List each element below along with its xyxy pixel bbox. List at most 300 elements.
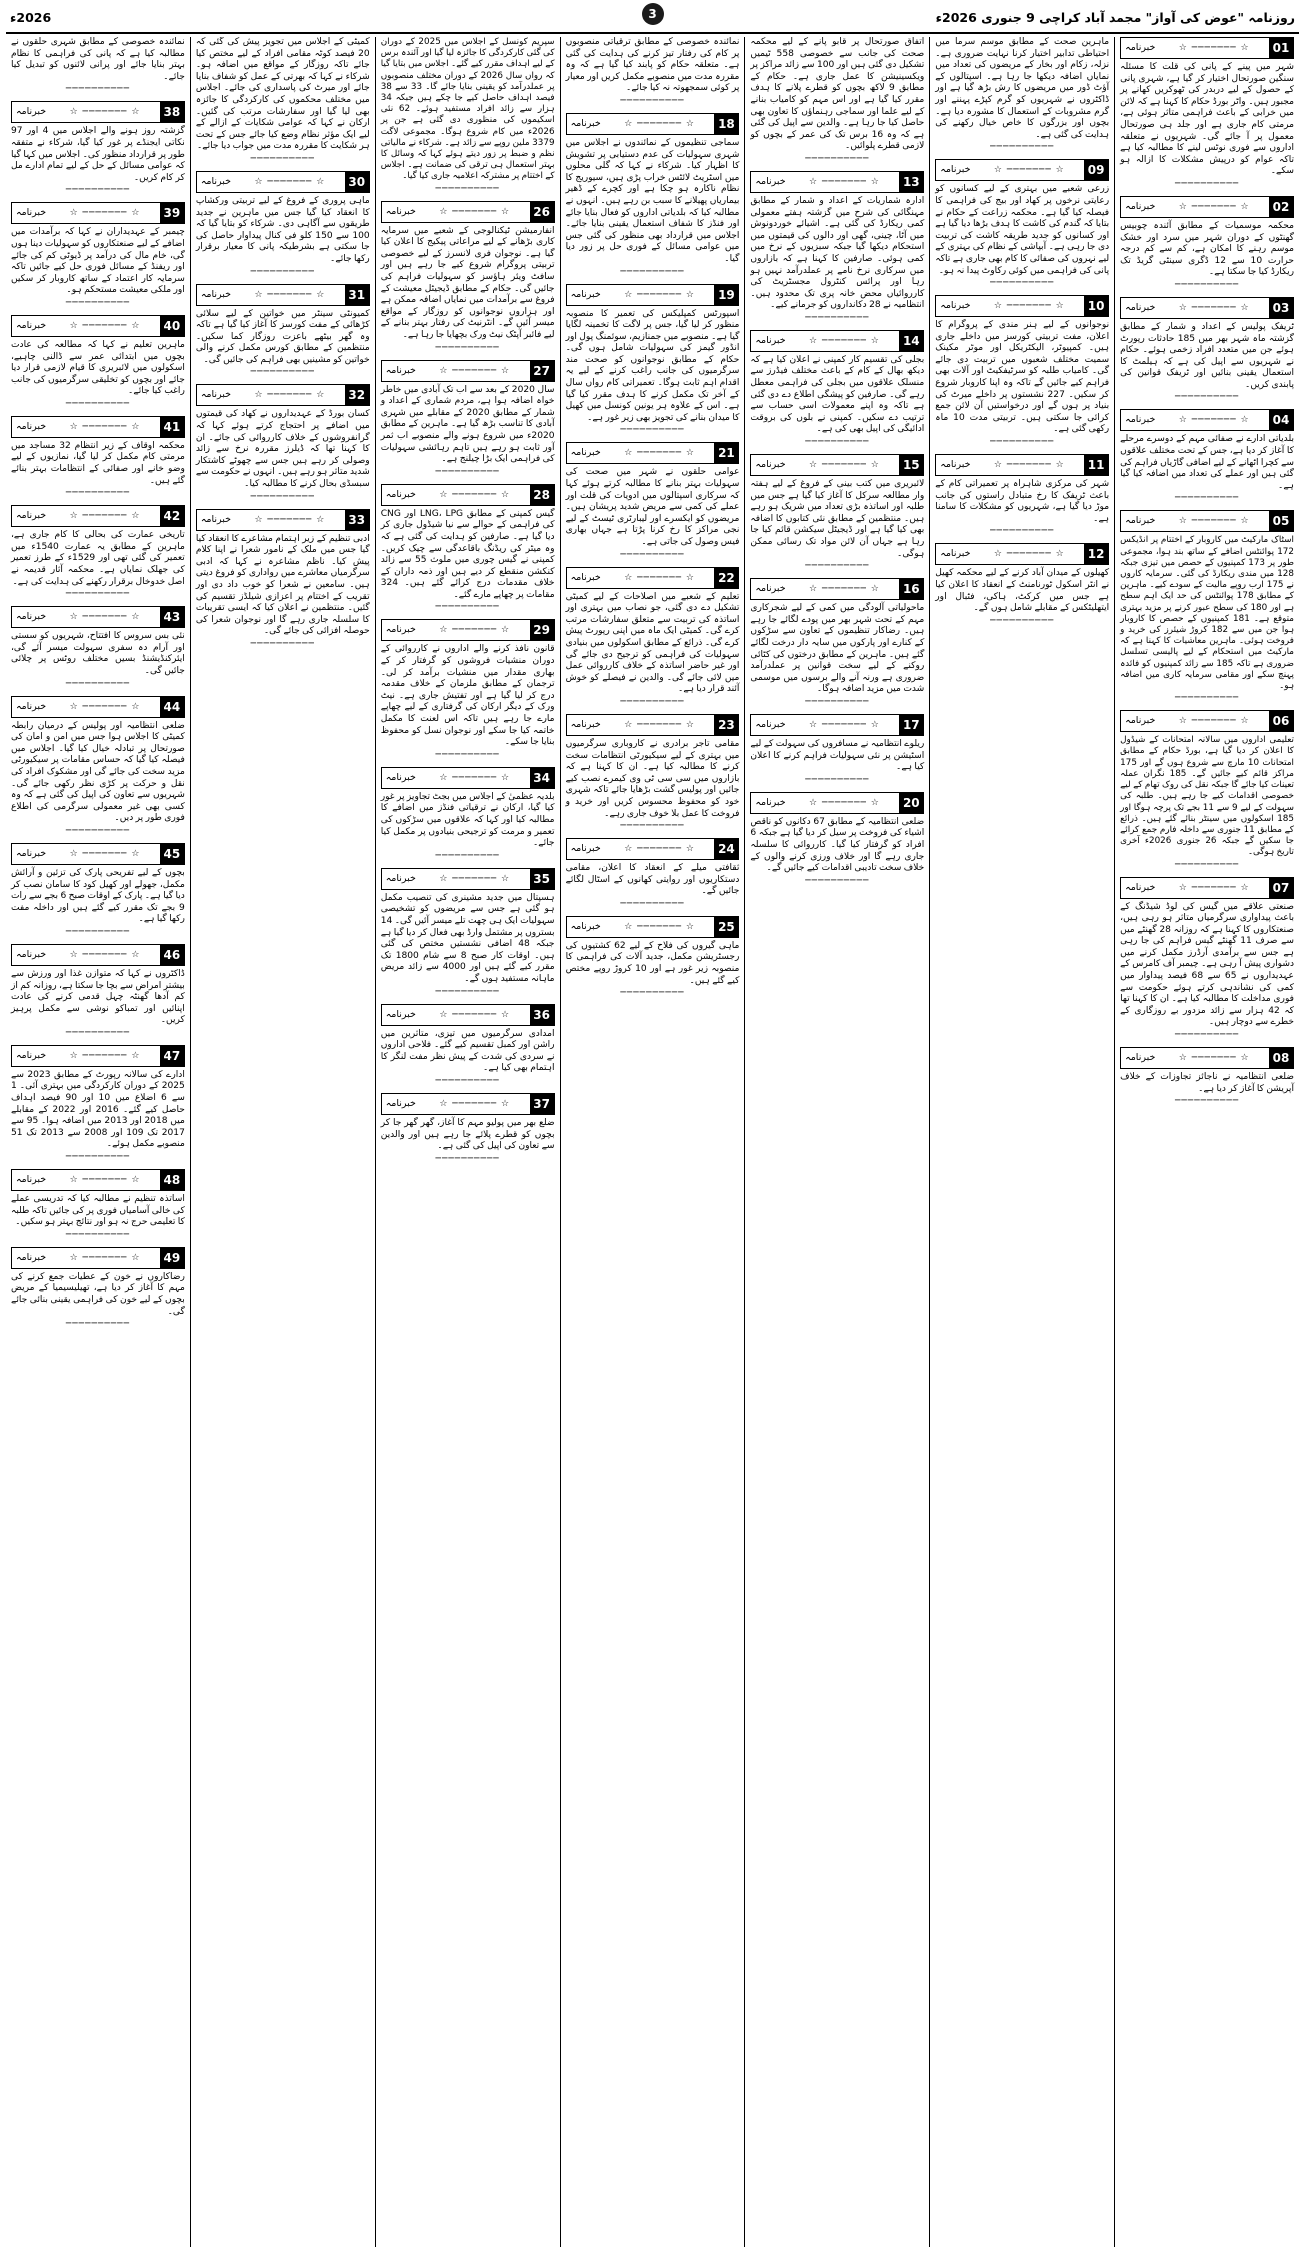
news-item-header[interactable] [750,171,924,193]
news-item-body: ماہرین صحت کے مطابق موسم سرما میں احتیاطی تدابیر اختیار کرنا نہایت ضروری ہے۔ نزلہ، زکام اور بخار کے مریضوں کی تعداد میں نمایاں اضافہ دیکھا جا رہا ہے۔ اسپتالوں کے آؤٹ ڈور میں مریضوں کا رش بڑھ گیا ہے اور ڈاکٹروں نے شہریوں کو گرم کپڑے پہننے اور گرم مشروبات کے استعمال کا مشورہ دیا ہے۔ بچوں اور بزرگوں کا خاص خیال رکھنے کی ہدایت کی گئی ہے۔ [935,37,1110,140]
news-item-header[interactable] [566,714,740,736]
news-item-category: خبرنامہ [385,205,416,217]
news-column [929,37,1114,2247]
news-item-header[interactable] [196,384,370,406]
news-item-body: محکمہ موسمیات کے مطابق آئندہ چوبیس گھنٹوں کے دوران شہر میں سرد اور خشک موسم رہنے کا امکان ہے، کم سے کم درجہ حرارت 10 سے 12 ڈگری سینٹی گریڈ تک ریکارڈ کیا جا سکتا ہے۔ [1120,220,1294,278]
item-end-rule: ────────── [990,526,1055,537]
news-item-number: 15 [899,455,923,475]
star-divider-icon: ☆ ─────── ☆ [439,365,511,376]
news-item-number: 27 [530,361,554,381]
item-end-rule: ────────── [620,549,685,560]
news-item-header[interactable] [750,578,924,600]
news-item-number: 14 [899,331,923,351]
news-item-header[interactable] [750,714,924,736]
item-end-rule: ────────── [65,398,130,409]
news-item-number: 12 [1084,544,1108,564]
news-item [1120,196,1294,290]
news-item-body: سال 2020 کے بعد سے اب تک آبادی میں خاطر خواہ اضافہ ہوا ہے، مردم شماری کے اعداد و شمار کے مطابق 2020 کے مقابلے میں شہری آبادی کا تناسب بڑھ گیا ہے۔ ماہرین کے مطابق 2020ء میں شروع ہونے والے منصوبے اب ثمر آور ثابت ہو رہے ہیں تاہم رہائشی سہولیات کی فراہمی ایک بڑا چیلنج ہے۔ [380,384,555,465]
news-column [560,37,745,2247]
news-item-header[interactable] [381,1004,555,1026]
news-item-body: قانون نافذ کرنے والے اداروں نے کارروائی کے دوران منشیات فروشوں کو گرفتار کر کے بھاری مقدار میں منشیات برآمد کر لی۔ ترجمان کے مطابق ملزمان کے خلاف مقدمہ درج کر لیا گیا ہے اور تفتیش جاری ہے۔ نیٹ ورک کے دیگر ارکان کی گرفتاری کے لیے چھاپے مارے جا رہے ہیں تاکہ اس لعنت کا مکمل خاتمہ کیا جا سکے اور نوجوان نسل کو محفوظ بنایا جا سکے۔ [380,644,555,748]
news-item-category: خبرنامہ [1125,881,1156,893]
news-item-number: 21 [714,443,738,463]
star-divider-icon: ☆ ─────── ☆ [809,460,880,471]
star-divider-icon: ☆ ─────── ☆ [69,701,141,712]
news-item-number: 25 [714,917,738,937]
news-item-number: 43 [160,607,184,627]
news-item [566,284,740,436]
news-item [935,295,1109,447]
star-divider-icon: ☆ ─────── ☆ [809,719,880,730]
news-item-header[interactable] [566,113,740,135]
news-item-number: 22 [714,568,738,588]
news-item-number: 19 [714,285,738,305]
news-item-header[interactable] [381,484,555,506]
news-item-header[interactable] [11,1169,185,1191]
news-item-category: خبرنامہ [1125,200,1156,212]
item-end-rule: ────────── [435,850,500,861]
news-item [750,330,924,447]
news-item-body: گزشتہ روز ہونے والے اجلاس میں 4 اور 97 نکاتی ایجنڈے پر غور کیا گیا، شرکاء نے متفقہ طور پر قرارداد منظور کی۔ اجلاس میں کہا گیا کہ عوامی مسائل کے حل کے لیے تمام ادارے مل کر کام کریں۔ [10,126,185,183]
news-item-number: 11 [1084,455,1108,475]
news-item-header[interactable] [750,792,924,814]
news-item-body: اسٹاک مارکیٹ میں کاروبار کے اختتام پر انڈیکس 172 پوائنٹس اضافے کے ساتھ بند ہوا، مجموعی طور پر 173 کمپنیوں کے حصص میں تیزی جبکہ 128 میں مندی ریکارڈ کی گئی۔ سرمایہ کاروں نے 175 ارب روپے مالیت کے سودے کیے۔ ماہرین کے مطابق 178 پوائنٹس کی حد ایک اہم سطح ہے اور 180 کی سطح عبور کرنے پر مزید بہتری متوقع ہے۔ 181 کمپنیوں کے حصص کا کاروبار ہوا جن میں سے 182 کروڑ شیئرز کی خرید و فروخت ہوئی۔ ماہرین معاشیات کا کہنا ہے کہ مارکیٹ میں استحکام کے لیے پالیسی تسلسل ضروری ہے تاکہ 185 سے زائد کمپنیوں کو فائدہ پہنچ سکے اور مقامی سرمایہ کاری میں اضافہ ہو۔ [1120,535,1294,692]
news-item-category: خبرنامہ [15,948,47,960]
news-item-category: خبرنامہ [15,207,47,219]
news-item-category: خبرنامہ [385,488,416,500]
news-item [11,1169,185,1240]
star-divider-icon: ☆ ─────── ☆ [439,1009,511,1020]
news-item [381,868,555,997]
news-item [566,838,740,909]
news-item-number: 48 [160,1170,184,1190]
star-divider-icon: ☆ ─────── ☆ [69,208,141,219]
news-item-body: ضلعی انتظامیہ اور پولیس کے درمیان رابطہ کمیٹی کا اجلاس ہوا جس میں امن و امان کی صورتحال پر تبادلہ خیال کیا گیا۔ اجلاس میں فیصلہ کیا گیا کہ حساس مقامات پر سیکیورٹی مزید سخت کی جائے گی اور مشکوک افراد کی نقل و حرکت پر کڑی نظر رکھی جائے گی۔ شہریوں سے تعاون کی اپیل کی گئی ہے کہ وہ کسی بھی غیر معمولی سرگرمی کی اطلاع فوری طور پر دیں۔ [10,720,185,824]
news-item-body: نمائندہ خصوصی کے مطابق شہری حلقوں نے مطالبہ کیا ہے کہ پانی کی فراہمی کا نظام بہتر بنایا جائے اور پرانی لائنوں کو تبدیل کیا جائے۔ [10,37,185,82]
news-item [750,578,924,707]
star-divider-icon: ☆ ─────── ☆ [69,320,141,331]
news-item-header[interactable] [11,696,185,718]
star-divider-icon: ☆ ─────── ☆ [624,289,695,300]
star-divider-icon: ☆ ─────── ☆ [439,206,511,217]
news-item-category: خبرنامہ [940,164,971,176]
item-end-rule: ────────── [805,561,870,572]
star-divider-icon: ☆ ─────── ☆ [1178,201,1250,212]
news-item-category: خبرنامہ [15,611,47,623]
news-item-body: ضلع بھر میں پولیو مہم کا آغاز، گھر گھر جا کر بچوں کو قطرے پلائے جا رہے ہیں اور والدین سے تعاون کی اپیل کی گئی ہے۔ [380,1117,555,1152]
star-divider-icon: ☆ ─────── ☆ [1178,1053,1250,1064]
news-item [566,442,740,559]
news-item-body: اتفاق صورتحال پر قابو پانے کے لیے محکمہ صحت کی جانب سے خصوصی 558 ٹیمیں تشکیل دی گئی ہیں اور 100 سے زائد مراکز پر ویکسینیشن کا عمل جاری ہے۔ حکام کے مطابق 9 لاکھ بچوں کو قطرے پلانے کا ہدف مقرر کیا گیا ہے اور اس مہم کو کامیاب بنانے کے لیے علما اور سماجی رہنماؤں کا تعاون بھی حاصل کیا جا رہا ہے۔ والدین سے اپیل کی گئی ہے کہ وہ 16 برس تک کی عمر کے بچوں کو لازمی قطرے پلوائیں۔ [750,37,925,152]
masthead-date: 2026ء [10,9,52,25]
item-end-rule: ────────── [435,602,500,613]
star-divider-icon: ☆ ─────── ☆ [993,549,1065,560]
masthead-title: روزنامہ "عوض کی آواز" مجمد آباد کراچی 9 جنوری 2026ء [935,9,1295,25]
news-item-body: ماہی پروری کے فروغ کے لیے تربیتی ورکشاپ کا انعقاد کیا گیا جس میں ماہرین نے جدید طریقوں سے آگاہی دی۔ شرکاء کو بتایا گیا کہ 100 سے 150 کلو فی کنال پیداوار حاصل کی جا سکتی ہے بشرطیکہ پانی کا معیار برقرار رکھا جائے۔ [195,195,370,264]
star-divider-icon: ☆ ─────── ☆ [69,107,141,118]
news-item-header[interactable] [750,454,924,476]
news-item-header[interactable] [11,843,185,865]
news-item-number: 49 [160,1248,184,1268]
news-item-category: خبرنامہ [940,300,971,312]
news-item [935,159,1109,288]
news-item-body: ادارہ شماریات کے اعداد و شمار کے مطابق مہنگائی کی شرح میں گزشتہ ہفتے معمولی کمی ریکارڈ کی گئی ہے۔ اشیائے خوردونوش میں آٹا، چینی، گھی اور دالوں کی قیمتوں میں استحکام دیکھا گیا جبکہ سبزیوں کے نرخ میں کمی ہوئی۔ صارفین کا کہنا ہے کہ بازاروں میں سرکاری نرخ نامے پر عملدرآمد نہیں ہو رہا اور پرائس کنٹرول مجسٹریٹ کی کارروائیاں محض خانہ پری تک محدود ہیں۔ انتظامیہ نے 28 دکانداروں کو جرمانے کیے۔ [750,195,925,311]
item-end-rule: ────────── [805,875,870,886]
news-item-number: 41 [160,417,184,437]
news-item-header[interactable] [11,1045,185,1067]
item-end-rule: ────────── [435,749,500,760]
news-item [11,1247,185,1329]
news-item-header[interactable] [1120,37,1294,59]
item-end-rule: ────────── [805,696,870,707]
news-item-category: خبرنامہ [570,920,601,932]
item-end-rule: ────────── [805,153,870,164]
news-item-body: محکمہ اوقاف کے زیر انتظام 32 مساجد میں مرمتی کام مکمل کر لیا گیا، نمازیوں کے لیے وضو خانے اور صفائی کے انتظامات بہتر بنائے گئے ہیں۔ [10,440,185,486]
item-end-rule: ────────── [435,466,500,477]
item-end-rule: ────────── [435,1153,500,1164]
news-item-category: خبرنامہ [570,718,601,730]
news-item-category: خبرنامہ [385,624,416,636]
star-divider-icon: ☆ ─────── ☆ [993,460,1065,471]
news-item-number: 01 [1269,38,1293,58]
news-item-category: خبرنامہ [15,1049,47,1061]
item-end-rule: ────────── [65,678,130,689]
news-item [11,315,185,409]
news-item-body: انفارمیشن ٹیکنالوجی کے شعبے میں سرمایہ کاری بڑھانے کے لیے مراعاتی پیکیج کا اعلان کیا گیا ہے۔ نوجوان فری لانسرز کے لیے خصوصی تربیتی پروگرام شروع کیے جا رہے ہیں اور سافٹ ویئر ہاؤسز کو سہولیات فراہم کی جائیں گی۔ حکام کے مطابق ڈیجیٹل معیشت کے فروغ سے برآمدات میں نمایاں اضافہ ممکن ہے اور ہزاروں نوجوانوں کو روزگار کے مواقع میسر آئیں گے۔ انٹرنیٹ کی رفتار بہتر بنانے کے لیے فائبر آپٹک نیٹ ورک بچھایا جا رہا ہے۔ [380,225,555,340]
star-divider-icon: ☆ ─────── ☆ [809,584,880,595]
news-item-category: خبرنامہ [940,548,971,560]
item-end-rule: ────────── [250,367,315,378]
news-item [381,1004,555,1086]
item-end-rule: ────────── [805,312,870,323]
item-end-rule: ────────── [990,278,1055,289]
news-item-header[interactable] [11,315,185,337]
news-item-category: خبرنامہ [15,319,47,331]
star-divider-icon: ☆ ─────── ☆ [1178,43,1250,53]
news-column [6,37,190,2247]
news-item [935,543,1109,625]
news-item-header[interactable] [566,916,740,938]
news-item-header[interactable] [935,295,1109,317]
news-item-body: ضلعی انتظامیہ نے ناجائز تجاوزات کے خلاف آپریشن کا آغاز کر دیا ہے۔ [1120,1072,1294,1094]
item-end-rule: ────────── [1174,279,1240,290]
news-item [11,696,185,836]
star-divider-icon: ☆ ─────── ☆ [809,335,880,346]
news-item-header[interactable] [196,509,370,531]
star-divider-icon: ☆ ─────── ☆ [69,1252,141,1263]
item-end-rule: ────────── [1174,859,1240,870]
news-item-number: 20 [899,793,923,813]
news-item-category: خبرنامہ [570,117,601,129]
news-item-number: 47 [160,1046,184,1066]
news-item-category: خبرنامہ [755,175,786,187]
news-item-body: کمیونٹی سینٹر میں خواتین کے لیے سلائی کڑھائی کے مفت کورسز کا آغاز کیا گیا ہے تاکہ وہ گھر بیٹھے باعزت روزگار کما سکیں۔ منتظمین کے مطابق کورس مکمل کرنے والی خواتین کو مشینیں بھی فراہم کی جائیں گی۔ [195,308,370,365]
star-divider-icon: ☆ ─────── ☆ [69,1175,141,1186]
item-end-rule: ────────── [990,142,1055,153]
news-item [381,360,555,477]
news-item-number: 31 [345,285,369,305]
news-item-header[interactable] [381,201,555,223]
item-end-rule: ────────── [65,589,130,600]
star-divider-icon: ☆ ─────── ☆ [624,118,695,129]
news-item [11,37,185,94]
news-item-body: اساتذہ تنظیم نے مطالبہ کیا کہ تدریسی عملے کی خالی آسامیاں فوری پر کی جائیں تاکہ طلبہ کا تعلیمی حرج نہ ہو اور نتائج بہتر ہو سکیں۔ [10,1194,185,1228]
news-item-body: چیمبر کے عہدیداران نے کہا کہ برآمدات میں اضافے کے لیے صنعتکاروں کو سہولیات دینا ہوں گی، خام مال کی درآمد پر ڈیوٹی کم کی جائے اور ریفنڈ کے مسائل فوری حل کیے جائیں تاکہ سرمایہ کار اعتماد کے ساتھ کاروبار کر سکیں اور ملکی معیشت مستحکم ہو۔ [10,227,185,296]
news-item-category: خبرنامہ [570,447,601,459]
news-item [750,454,924,571]
star-divider-icon: ☆ ─────── ☆ [1178,882,1250,893]
news-item-category: خبرنامہ [385,872,416,884]
news-item [566,714,740,831]
news-item [196,384,370,501]
news-item-header[interactable] [11,416,185,438]
news-item [11,1045,185,1162]
news-item-body: لائبریری میں کتب بینی کے فروغ کے لیے ہفتہ وار مطالعہ سرکل کا آغاز کیا گیا ہے جس میں طلبہ اور اساتذہ بڑی تعداد میں شریک ہو رہے ہیں۔ منتظمین کے مطابق نئی کتابوں کا اضافہ بھی کیا گیا ہے اور ڈیجیٹل سیکشن قائم کیا جا رہا ہے جہاں آن لائن مواد تک رسائی ممکن ہوگی۔ [750,479,925,559]
news-item-body: ادارے کی سالانہ رپورٹ کے مطابق 2023 سے 2025 کے دوران کارکردگی میں بہتری آئی۔ 1 سے 6 اضلاع میں 10 اور 90 فیصد اہداف حاصل کیے گئے۔ 2016 اور 2022 کے مقابلے میں 2018 اور 2013 میں اضافہ ہوا۔ 95 سے 2017 تک 109 اور 2008 سے 2013 تک 51 منصوبے مکمل ہوئے۔ [10,1069,185,1150]
news-item [566,567,740,707]
item-end-rule: ────────── [65,825,130,836]
news-item-category: خبرنامہ [940,459,971,471]
star-divider-icon: ☆ ─────── ☆ [1178,302,1250,313]
news-item-category: خبرنامہ [1125,515,1156,527]
item-end-rule: ────────── [805,437,870,448]
news-item [1120,297,1294,403]
news-item-number: 34 [530,768,554,788]
star-divider-icon: ☆ ─────── ☆ [439,625,511,636]
news-item-body: ہسپتال میں جدید مشینری کی تنصیب مکمل ہو گئی ہے جس سے مریضوں کو تشخیصی سہولیات ایک ہی چھت تلے میسر آئیں گی۔ 14 بستروں پر مشتمل وارڈ بھی فعال کر دیا گیا ہے جبکہ 48 اضافی نشستیں مختص کی گئی ہیں۔ اوقات کار صبح 8 سے شام 1800 تک مقرر کیے گئے ہیں اور 4000 سے زائد مریض ماہانہ مستفید ہوں گے۔ [380,892,555,984]
news-item-number: 40 [160,316,184,336]
item-end-rule: ────────── [620,95,685,106]
news-item-number: 37 [530,1094,554,1114]
news-item [1120,710,1294,869]
news-item-header[interactable] [1120,409,1294,431]
star-divider-icon: ☆ ─────── ☆ [254,514,326,525]
news-item-body: کمیٹی کے اجلاس میں تجویز پیش کی گئی کہ 20 فیصد کوٹہ مقامی افراد کے لیے مختص کیا جائے تاکہ روزگار کے مواقع میں اضافہ ہو۔ شرکاء نے کہا کہ بھرتی کے عمل کو شفاف بنایا جائے اور میرٹ کی پاسداری کی جائے۔ اجلاس میں مختلف محکموں کی کارکردگی کا جائزہ بھی لیا گیا اور سفارشات مرتب کی گئیں۔ ارکان نے کہا کہ عوامی شکایات کے ازالے کے لیے ایک مؤثر نظام وضع کیا جائے جس کے تحت ہر شکایت کا مقررہ مدت میں جواب دیا جائے۔ [195,37,370,152]
news-item-category: خبرنامہ [1125,1052,1156,1064]
news-item [11,101,185,195]
star-divider-icon: ☆ ─────── ☆ [69,511,141,522]
news-item [566,37,740,106]
news-item-header[interactable] [935,543,1109,565]
news-item [11,606,185,688]
item-end-rule: ────────── [250,153,315,164]
star-divider-icon: ☆ ─────── ☆ [1178,415,1250,426]
news-item-header[interactable] [566,284,740,306]
news-item [11,944,185,1038]
news-column [375,37,560,2247]
star-divider-icon: ☆ ─────── ☆ [993,165,1065,176]
item-end-rule: ────────── [250,266,315,277]
news-item [1120,510,1294,703]
news-item-header[interactable] [566,838,740,860]
news-item [381,201,555,353]
news-item [750,37,924,164]
news-item-body: اسپورٹس کمپلیکس کی تعمیر کا منصوبہ منظور کر لیا گیا، جس پر لاگت کا تخمینہ لگایا گیا ہے۔ منصوبے میں جمنازیم، سوئمنگ پول اور انڈور گیمز کی سہولیات شامل ہوں گی۔ حکام کے مطابق نوجوانوں کو صحت مند سرگرمیوں کی جانب راغب کرنے کے لیے یہ اقدام اہم ثابت ہوگا۔ تعمیراتی کام رواں سال کے آخر تک مکمل کرنے کا ہدف مقرر کیا گیا ہے۔ اس کے علاوہ ہر یونین کونسل میں کھیل کا میدان بنانے کی تجویز بھی زیر غور ہے۔ [565,308,740,423]
item-end-rule: ────────── [435,986,500,997]
news-item-number: 16 [899,579,923,599]
news-item-body: بلدیہ عظمیٰ کے اجلاس میں بجٹ تجاویز پر غور کیا گیا، ارکان نے ترقیاتی فنڈز میں اضافے کا مطالبہ کیا اور کہا کہ علاقوں میں سڑکوں کی تعمیر و مرمت کو ترجیحی بنیادوں پر مکمل کیا جائے۔ [380,791,555,849]
item-end-rule: ────────── [1174,178,1240,189]
news-item-header[interactable] [935,454,1109,476]
news-item-header[interactable] [1120,710,1294,732]
news-item [1120,37,1294,189]
news-item-number: 46 [160,945,184,965]
news-item-number: 07 [1269,878,1293,898]
news-item-body: صنعتی علاقے میں گیس کی لوڈ شیڈنگ کے باعث پیداواری سرگرمیاں متاثر ہو رہی ہیں، صنعتکاروں کا کہنا ہے کہ روزانہ 28 گھنٹے میں سے صرف 11 گھنٹے گیس فراہم کی جا رہی ہے جس سے برآمدی آرڈرز مکمل کرنے میں دشواری پیش آ رہی ہے۔ چیمبر آف کامرس کے عہدیداروں نے 65 سے 68 فیصد پیداوار میں کمی کی نشاندہی کرتے ہوئے حکومت سے فوری مداخلت کا مطالبہ کیا ہے۔ ان کا کہنا تھا کہ 42 ہزار سے زائد مزدور بے روزگاری کے خطرے سے دوچار ہیں۔ [1120,901,1294,1028]
news-item-body: کسان بورڈ کے عہدیداروں نے کھاد کی قیمتوں میں اضافے پر احتجاج کرتے ہوئے کہا کہ گرانفروشوں کے خلاف کارروائی کی جائے۔ ان کا کہنا تھا کہ ڈیلرز مقررہ نرخ سے زائد وصولی کر رہے ہیں جس سے چھوٹے کاشتکار شدید متاثر ہو رہے ہیں۔ انہوں نے حکومت سے سبسڈی بحال کرنے کا مطالبہ کیا۔ [195,409,370,490]
star-divider-icon: ☆ ─────── ☆ [254,176,326,187]
item-end-rule: ────────── [1174,1096,1240,1107]
news-item-category: خبرنامہ [1125,301,1156,313]
masthead [6,4,1299,34]
news-item-body: بلدیاتی ادارے نے صفائی مہم کے دوسرے مرحلے کا آغاز کر دیا ہے، جس کے تحت مختلف علاقوں سے کچرا اٹھانے کے لیے اضافی گاڑیاں فراہم کی گئی ہیں اور عملے کی تعداد میں اضافہ کیا گیا ہے۔ [1120,434,1294,491]
star-divider-icon: ☆ ─────── ☆ [69,612,141,623]
news-item [196,284,370,378]
news-item-body: تاریخی عمارت کی بحالی کا کام جاری ہے، ماہرین کے مطابق یہ عمارت 1540ء میں تعمیر کی گئی تھی اور 1529ء کے طرز تعمیر کی جھلک نمایاں ہے۔ محکمہ آثار قدیمہ نے اصل خدوخال برقرار رکھنے کی ہدایت کی ہے۔ [10,530,185,587]
news-item-header[interactable] [381,868,555,890]
news-item-number: 02 [1269,197,1293,217]
news-item-number: 05 [1269,511,1293,531]
news-item-header[interactable] [1120,510,1294,532]
news-item [196,171,370,277]
news-item-header[interactable] [566,567,740,589]
item-end-rule: ────────── [805,774,870,785]
news-item [381,1093,555,1164]
news-item-number: 10 [1084,296,1108,316]
news-item-body: کھیلوں کے میدان آباد کرنے کے لیے محکمہ کھیل نے انٹر اسکول ٹورنامنٹ کے انعقاد کا اعلان کیا ہے جس میں کرکٹ، ہاکی، فٹبال اور ایتھلیٹکس کے مقابلے شامل ہوں گے۔ [935,568,1110,614]
item-end-rule: ────────── [65,297,130,308]
news-item [196,509,370,649]
star-divider-icon: ☆ ─────── ☆ [439,873,511,884]
page-number-badge: 3 [642,3,664,25]
star-divider-icon: ☆ ─────── ☆ [809,797,880,808]
item-end-rule: ────────── [65,1229,130,1240]
star-divider-icon: ☆ ─────── ☆ [254,289,326,300]
star-divider-icon: ☆ ─────── ☆ [69,421,141,432]
news-item-header[interactable] [381,767,555,789]
item-end-rule: ────────── [620,821,685,832]
item-end-rule: ────────── [250,491,315,502]
news-item-header[interactable] [11,202,185,224]
star-divider-icon: ☆ ─────── ☆ [69,949,141,960]
news-item-header[interactable] [381,1093,555,1115]
news-item-header[interactable] [750,330,924,352]
news-item-number: 29 [530,620,554,640]
news-item-category: خبرنامہ [755,583,786,595]
news-item-header[interactable] [935,159,1109,181]
news-item-body: تعلیم کے شعبے میں اصلاحات کے لیے کمیٹی تشکیل دے دی گئی، جو نصاب میں بہتری اور اساتذہ کی تربیت سے متعلق سفارشات مرتب کرے گی۔ کمیٹی ایک ماہ میں اپنی رپورٹ پیش کرے گی۔ ذرائع کے مطابق اسکولوں میں بنیادی سہولیات کی فراہمی کو ترجیح دی جائے گی اور غیر حاضر اساتذہ کے خلاف کارروائی عمل میں لائی جائے گی۔ والدین نے فیصلے کو خوش آئند قرار دیا ہے۔ [565,591,740,695]
news-item-category: خبرنامہ [200,175,232,187]
news-item-body: امدادی سرگرمیوں میں تیزی، متاثرین میں راشن اور کمبل تقسیم کیے گئے۔ فلاحی اداروں نے سردی کی شدت کے پیش نظر مفت لنگر کا اہتمام بھی کیا ہے۔ [380,1028,555,1074]
news-item-body: تعلیمی اداروں میں سالانہ امتحانات کے شیڈول کا اعلان کر دیا گیا ہے، بورڈ حکام کے مطابق امتحانات 10 مارچ سے شروع ہوں گے اور 175 مراکز قائم کیے جائیں گے۔ 185 نگران عملہ تعینات کیا جائے گا جبکہ نقل کی روک تھام کے لیے خصوصی اقدامات کیے جا رہے ہیں۔ طلبہ کی سہولت کے لیے 9 سے 11 بجے تک پرچہ ہوگا اور 185 اسکولوں میں سینٹر بنائے گئے ہیں۔ ذرائع کے مطابق 11 جنوری سے داخلہ فارم جمع کرائے جا سکیں گے جبکہ 26 جنوری 2026ء آخری تاریخ ہوگی۔ [1120,735,1294,858]
news-item [750,792,924,886]
news-item-header[interactable] [196,171,370,193]
news-item-category: خبرنامہ [570,571,601,583]
item-end-rule: ────────── [435,342,500,353]
news-item-body: نمائندہ خصوصی کے مطابق ترقیاتی منصوبوں پر کام کی رفتار تیز کرنے کی ہدایت کی گئی ہے۔ متعلقہ حکام کو پابند کیا گیا ہے کہ وہ مقررہ مدت میں منصوبے مکمل کریں اور معیار پر کوئی سمجھوتہ نہ کیا جائے۔ [565,37,740,94]
news-item [1120,1047,1294,1106]
item-end-rule: ────────── [250,638,315,649]
item-end-rule: ────────── [1174,493,1240,504]
news-item-header[interactable] [381,619,555,641]
news-item-category: خبرنامہ [1125,715,1156,727]
news-item-body: شہر میں پینے کے پانی کی قلت کا مسئلہ سنگین صورتحال اختیار کر گیا ہے، شہری پانی کے حصول کے لیے دربدر کی ٹھوکریں کھانے پر مجبور ہیں۔ واٹر بورڈ حکام کا کہنا ہے کہ لائن میں خرابی کے باعث فراہمی متاثر ہوئی ہے، مرمتی کام جاری ہے اور جلد ہی صورتحال معمول پر آ جائے گی۔ شہریوں نے متعلقہ اداروں سے فوری نوٹس لینے کا مطالبہ کیا ہے تاکہ عوام کو درپیش مشکلات کا ازالہ ہو سکے۔ [1120,62,1294,177]
news-item-header[interactable] [11,101,185,123]
news-item-number: 08 [1269,1048,1293,1068]
news-item-category: خبرنامہ [15,420,47,432]
item-end-rule: ────────── [65,1319,130,1330]
item-end-rule: ────────── [620,266,685,277]
news-item-body: ادبی تنظیم کے زیر اہتمام مشاعرے کا انعقاد کیا گیا جس میں ملک کے نامور شعرا نے اپنا کلام پیش کیا۔ ناظم مشاعرہ نے کہا کہ ادبی سرگرمیاں معاشرے میں رواداری کو فروغ دیتی ہیں۔ سامعین نے شعرا کو خوب داد دی اور تقریب کے اختتام پر اعزازی شیلڈز تقسیم کی گئیں۔ منتظمین نے اعلان کیا کہ ایسی تقریبات کا سلسلہ جاری رہے گا اور نوجوان شعرا کی حوصلہ افزائی کی جائے گی۔ [195,533,370,637]
news-item-category: خبرنامہ [385,1008,416,1020]
news-item-header[interactable] [11,606,185,628]
news-item-category: خبرنامہ [385,1097,416,1109]
news-item-category: خبرنامہ [15,700,47,712]
news-item-category: خبرنامہ [570,288,601,300]
news-item-number: 23 [714,715,738,735]
news-item-header[interactable] [566,442,740,464]
news-item-header[interactable] [1120,297,1294,319]
news-item [750,714,924,785]
news-item-category: خبرنامہ [200,513,232,525]
news-item-header[interactable] [11,505,185,527]
star-divider-icon: ☆ ─────── ☆ [439,489,511,500]
news-column [1114,37,1299,2247]
news-column [744,37,929,2247]
news-item-category: خبرنامہ [755,459,786,471]
news-item [381,619,555,759]
news-item-category: خبرنامہ [200,389,232,401]
news-item-body: سپریم کونسل کے اجلاس میں 2025 کے دوران کی گئی کارکردگی کا جائزہ لیا گیا اور آئندہ برس کے لیے اہداف مقرر کیے گئے۔ اجلاس میں بتایا گیا کہ رواں سال 2026 کے دوران مختلف منصوبوں پر عملدرآمد کو یقینی بنایا جائے گا۔ 33 سے 38 فیصد اہداف حاصل کیے جا چکے ہیں جبکہ 34 ہزار سے زائد افراد مستفید ہوئے۔ 62 نئی اسکیموں کی منظوری دی گئی ہے جن پر 2026ء میں کام شروع ہوگا۔ مجموعی لاگت 3379 ملین روپے سے زائد ہے۔ شرکاء نے مالیاتی نظم و ضبط پر زور دیتے ہوئے کہا کہ وسائل کا بہتر استعمال ہی ترقی کی ضمانت ہے۔ اجلاس کے اختتام پر مشترکہ اعلامیہ جاری کیا گیا۔ [380,37,555,182]
news-item [11,505,185,599]
news-item-body: نوجوانوں کے لیے ہنر مندی کے پروگرام کا اعلان، مفت تربیتی کورسز میں داخلے جاری ہیں۔ کمپیوٹر، الیکٹریکل اور موٹر مکینک سمیت مختلف شعبوں میں تربیت دی جائے گی۔ کامیاب طلبہ کو سرٹیفکیٹ اور آلات بھی فراہم کیے جائیں گے تاکہ وہ اپنا کاروبار شروع کر سکیں۔ 227 نشستوں پر داخلے میرٹ کی بنیاد پر ہوں گے اور درخواستیں آن لائن جمع کرائی جا سکتی ہیں۔ تربیتی مدت 10 ماہ رکھی گئی ہے۔ [935,320,1110,435]
news-item-header[interactable] [11,1247,185,1269]
news-item-body: ریلوے انتظامیہ نے مسافروں کی سہولت کے لیے اسٹیشن پر نئی سہولیات فراہم کرنے کا اعلان کیا ہے۔ [750,738,925,773]
news-item-number: 26 [530,202,554,222]
news-item-number: 33 [345,510,369,530]
news-item-number: 45 [160,844,184,864]
news-item-header[interactable] [381,360,555,382]
news-item [935,37,1109,152]
news-item-category: خبرنامہ [1125,414,1156,426]
news-item-body: رضاکاروں نے خون کے عطیات جمع کرنے کی مہم کا آغاز کر دیا ہے، تھیلیسیمیا کے مریض بچوں کے لیے خون کی فراہمی یقینی بنائی جائے گی۔ [10,1271,185,1317]
news-item-header[interactable] [196,284,370,306]
news-item [566,113,740,277]
news-item-category: خبرنامہ [385,364,416,376]
news-item-number: 18 [714,114,738,134]
news-item-number: 38 [160,102,184,122]
news-item-category: خبرنامہ [15,1174,47,1186]
news-item-header[interactable] [1120,877,1294,899]
news-item-body: عوامی حلقوں نے شہر میں صحت کی سہولیات بہتر بنانے کا مطالبہ کرتے ہوئے کہا کہ سرکاری اسپتالوں میں ادویات کی قلت اور عملے کی کمی سے مریض شدید پریشان ہیں۔ مریضوں کو ایکسرے اور لیبارٹری ٹیسٹ کے لیے نجی مراکز کا رخ کرنا پڑتا ہے جہاں بھاری فیس وصول کی جاتی ہے۔ [565,467,740,547]
item-end-rule: ────────── [620,898,685,909]
news-item-body: ٹریفک پولیس کے اعداد و شمار کے مطابق گزشتہ ماہ شہر بھر میں 185 حادثات رپورٹ ہوئے جن میں متعدد افراد زخمی ہوئے۔ حکام نے شہریوں سے اپیل کی ہے کہ ہیلمٹ کا استعمال یقینی بنائیں اور ٹریفک قوانین کی پابندی کریں۔ [1120,321,1294,390]
news-item-body: گیس کمپنی کے مطابق LNG، LPG اور CNG کی فراہمی کے حوالے سے نیا شیڈول جاری کر دیا گیا ہے۔ صارفین کو ہدایت کی گئی ہے کہ وہ میٹر کی ریڈنگ باقاعدگی سے چیک کریں۔ کمپنی نے گیس چوری میں ملوث 55 سے زائد کنکشن منقطع کر دیے ہیں اور ذمہ داران کے خلاف مقدمات درج کرائے گئے ہیں۔ 324 مقامات پر چھاپے مارے گئے۔ [380,508,555,600]
news-item-body: ضلعی انتظامیہ کے مطابق 67 دکانوں کو ناقص اشیاء کی فروخت پر سیل کر دیا گیا ہے جبکہ 6 افراد کو گرفتار کیا گیا۔ کارروائی کا سلسلہ جاری رہے گا اور خلاف ورزی کرنے والوں کے خلاف سخت تادیبی اقدامات کیے جائیں گے۔ [750,816,925,874]
item-end-rule: ────────── [990,615,1055,626]
news-item [750,171,924,323]
news-item-body: مقامی تاجر برادری نے کاروباری سرگرمیوں میں بہتری کے لیے سیکیورٹی انتظامات سخت کرنے کا مطالبہ کیا ہے۔ ان کا کہنا ہے کہ بازاروں میں سی سی ٹی وی کیمرے نصب کیے جائیں اور پولیس گشت بڑھایا جائے تاکہ شہری خود کو محفوظ محسوس کریں اور خرید و فروخت کا عمل بلا خوف جاری رہے۔ [565,738,740,819]
star-divider-icon: ☆ ─────── ☆ [624,844,695,855]
news-item-header[interactable] [1120,196,1294,218]
item-end-rule: ────────── [435,183,500,194]
news-item-header[interactable] [11,944,185,966]
star-divider-icon: ☆ ─────── ☆ [809,176,880,187]
news-item-header[interactable] [1120,1047,1294,1069]
news-item-number: 28 [530,485,554,505]
news-item [1120,409,1294,503]
news-item-body: ماہرین تعلیم نے کہا کہ مطالعہ کی عادت بچوں میں ابتدائی عمر سے ڈالنی چاہیے، اسکولوں میں لائبریری کا قیام لازمی قرار دیا جائے اور بچوں کو تخلیقی سرگرمیوں کی جانب راغب کیا جائے۔ [10,339,185,397]
